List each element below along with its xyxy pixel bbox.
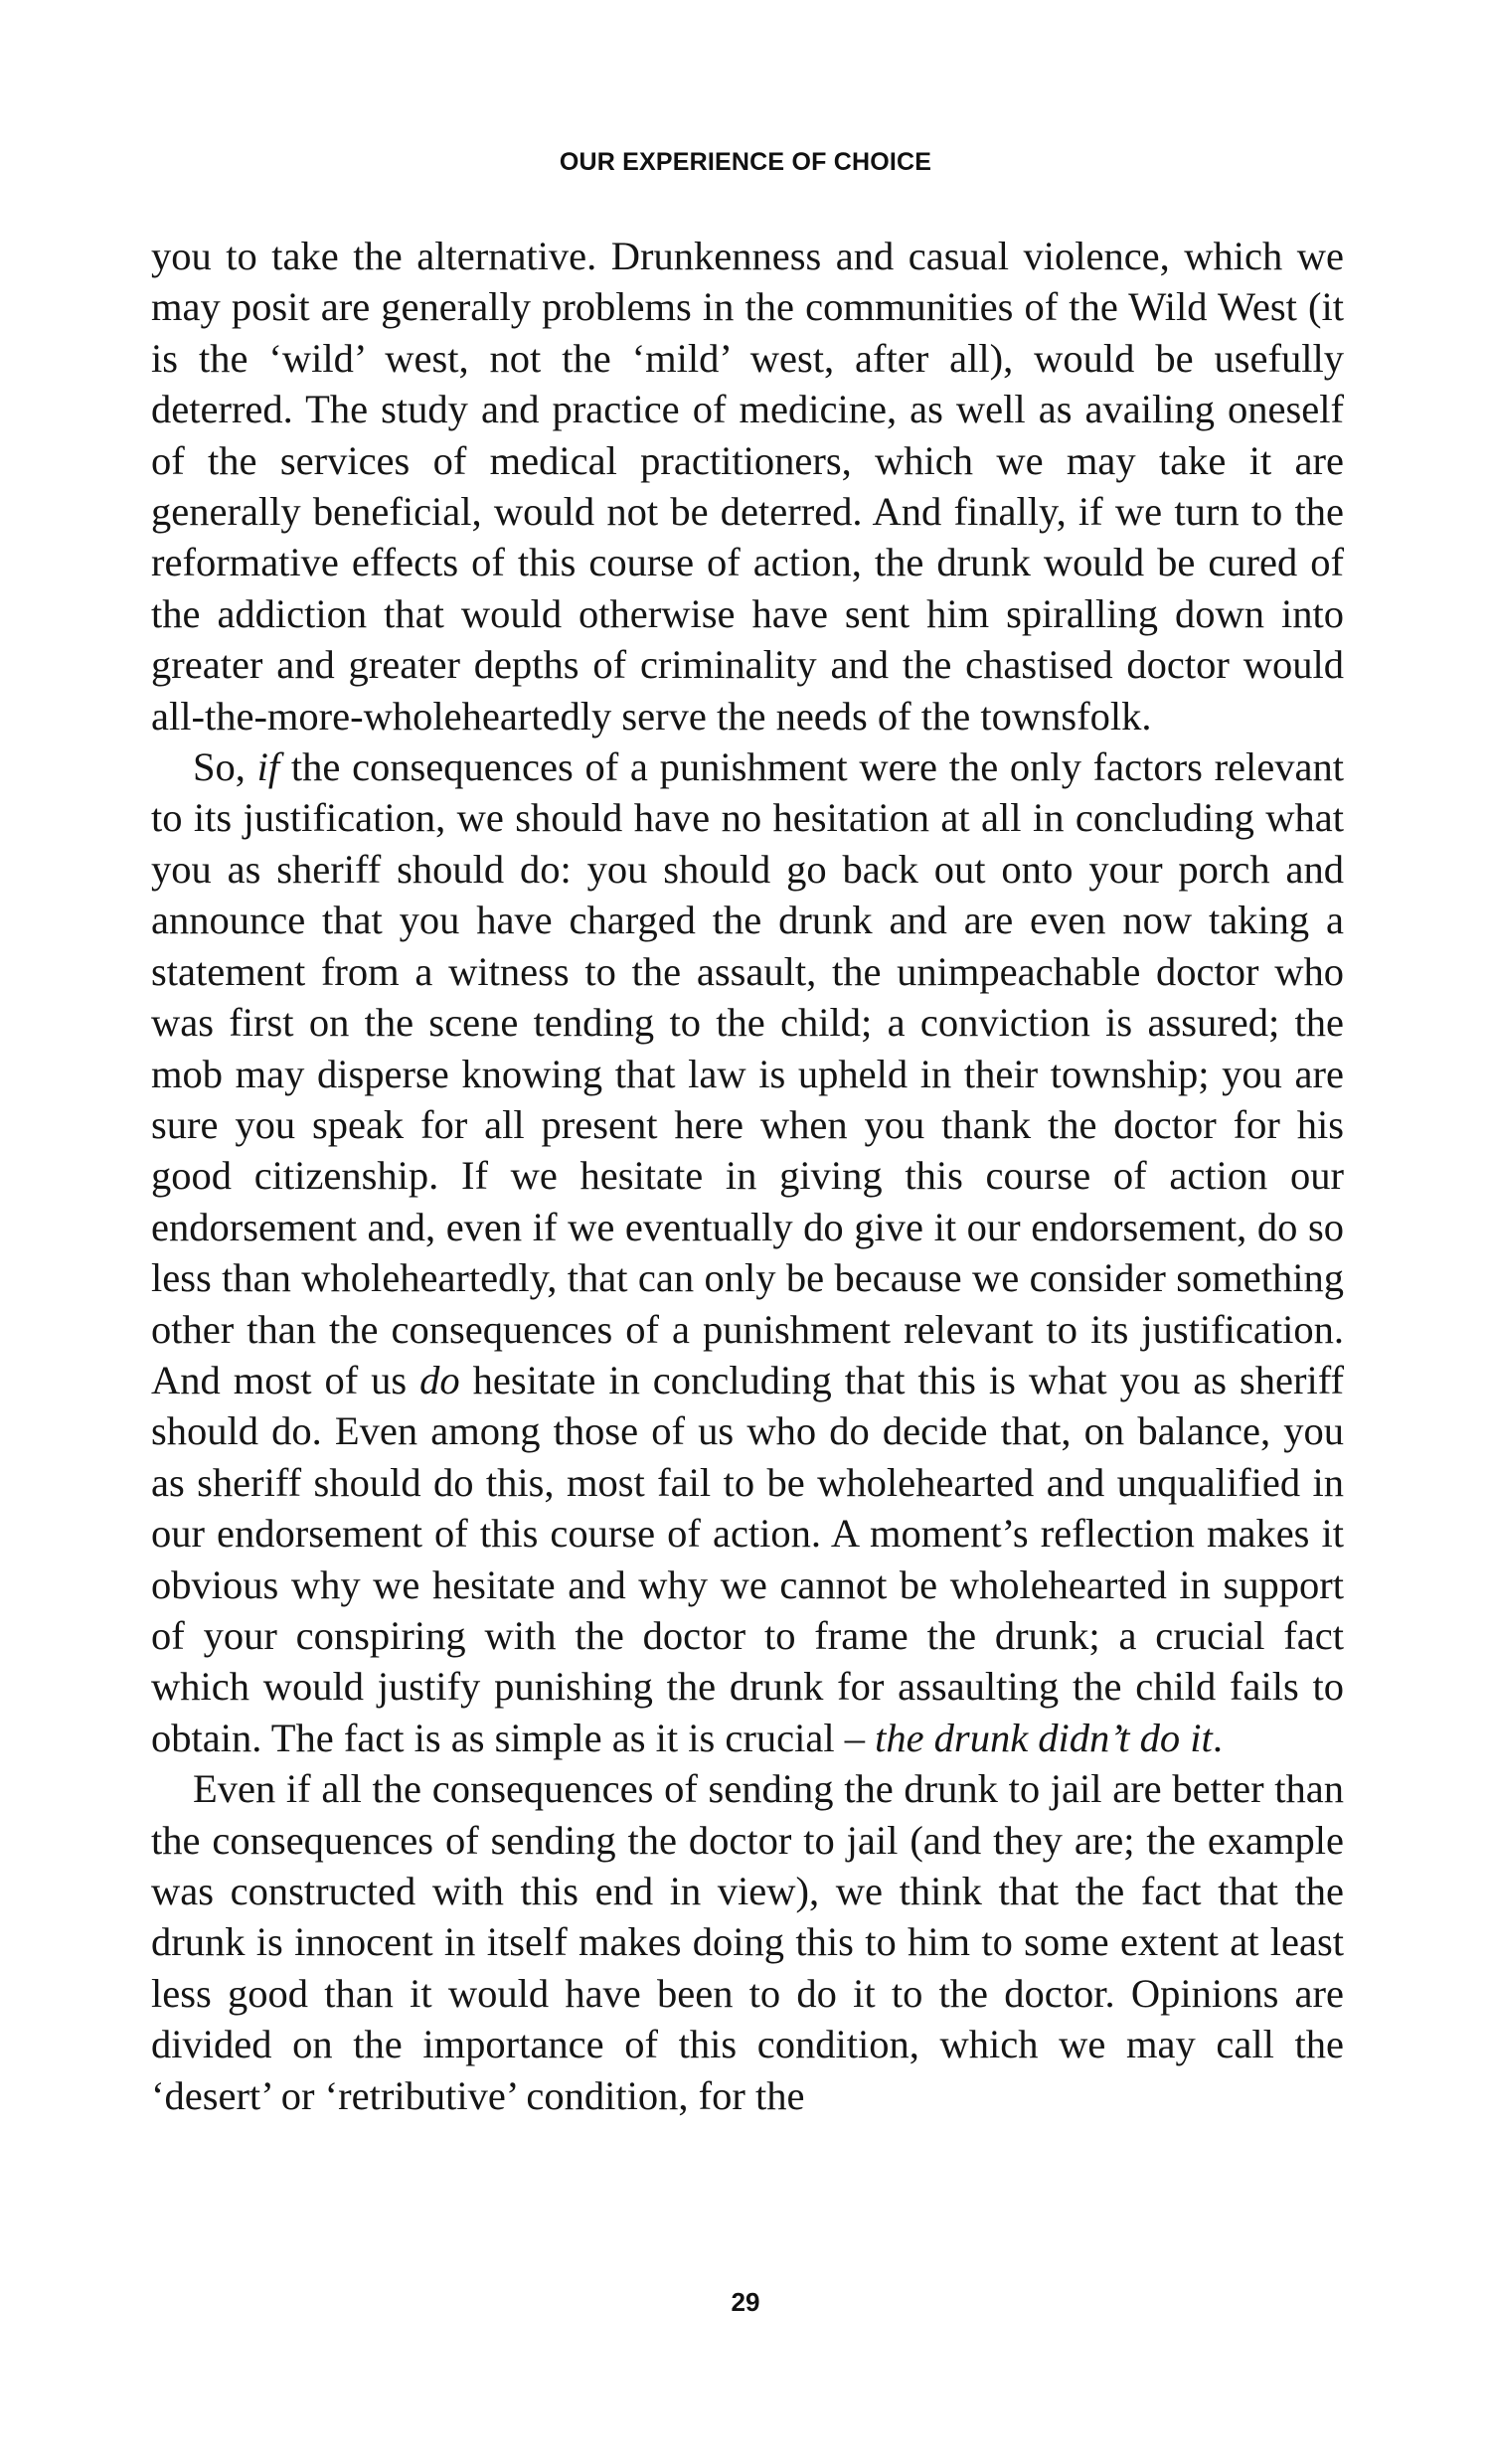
- paragraph-3: Even if all the consequences of sending the drunk to jail are better than the consequences of sending the doctor to jail (and they are; the example was constructed with this end in view), we think that the fact that the drunk is innocent in itself makes doing this to him to some extent at least less good than it would have been to do it to the doctor. Opinions are divided on the importance of this condition, which we may call the ‘desert’ or ‘retributive’ condition, for the: [151, 1766, 1344, 2118]
- paragraph-2-text-b: the consequences of a punishment were the only factors relevant to its justification, we should have no hesitation at all in concluding what you as sheriff should do: you should go back out onto your porch and announce that you have charged the drunk and are even now taking a statement from a witness to the assault, the unimpeachable doctor who was first on the scene tending to the child; a conviction is assured; the mob may disperse knowing that law is upheld in their township; you are sure you speak for all present here when you thank the doctor for his good citizenship. If we hesitate in giving this course of action our endorsement and, even if we eventually do give it our endorsement, do so less than wholeheartedly, that can only be because we consider something other than the consequences of a punishment relevant to its justification. And most of us: [151, 744, 1344, 1402]
- emphasis-if: if: [256, 744, 280, 790]
- paragraph-2-text-c: hesitate in concluding that this is what you as sheriff should do. Even among those of us who do decide that, on balance, you as sheriff should do this, most fail to be wholehearted and unqualified in our endorsement of this course of action. A moment’s reflection makes it obvious why we hesitate and why we cannot be wholehearted in support of your conspiring with the doctor to frame the drunk; a crucial fact which would justify punishing the drunk for assaulting the child fails to obtain. The fact is as simple as it is crucial –: [151, 1357, 1345, 1760]
- running-head: OUR EXPERIENCE OF CHOICE: [559, 148, 932, 176]
- paragraph-2-text-d: .: [1212, 1715, 1223, 1760]
- paragraph-1: you to take the alternative. Drunkenness and casual violence, which we may posit are generally problems in the communities of the Wild West (it is the ‘wild’ west, not the ‘mild’ west, after all), would be usefully deterred. The study and practice of medicine, as well as availing oneself of the services of medical practitioners, which we may take it are generally beneficial, would not be deterred. And finally, if we turn to the reformative effects of this course of action, the drunk would be cured of the addiction that would otherwise have sent him spiralling down into greater and greater depths of criminality and the chastised doctor would all-the-more-wholeheartedly serve the needs of the townsfolk.: [151, 234, 1344, 739]
- body-text: [151, 231, 1344, 2121]
- page-number: 29: [731, 2287, 760, 2317]
- emphasis-drunk-didnt-do-it: the drunk didn’t do it: [875, 1715, 1213, 1760]
- emphasis-do: do: [419, 1357, 460, 1402]
- paragraph-2: [151, 741, 1344, 1763]
- paragraph-2-text-a: So,: [193, 744, 257, 790]
